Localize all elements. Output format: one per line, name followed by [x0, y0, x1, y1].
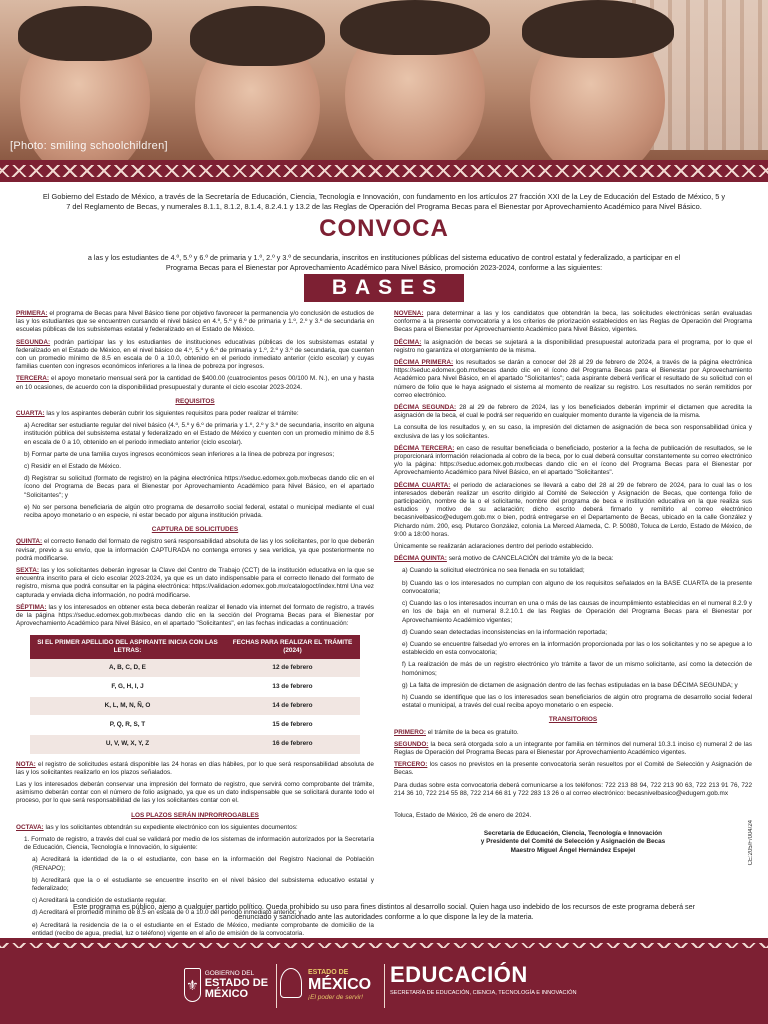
nota: NOTA: el registro de solicitudes estará disponible las 24 horas en días hábiles, por lo que será responsabilidad absoluta de las y los solicitantes realizarlo en los plazos señalados. [16, 760, 374, 776]
list-item: b) Formar parte de una familia cuyos ingresos económicos sean inferiores a la línea de pobreza por ingresos; [24, 450, 335, 458]
list-item: g) La falta de impresión de dictamen de asignación dentro de las fechas estipuladas en la base DÉCIMA SEGUNDA; y [402, 681, 738, 689]
list-item: c) Cuando las o los interesados incurran en una o más de las causas de incumplimiento establecidas en el numeral 8.2.9 y en los de baja en el numeral 8.2.10.1 de las Reglas de Operación del Programa Becas para el Bienestar por Aprovechamiento Académico vigentes; [402, 600, 752, 624]
transitorio-segundo: SEGUNDO: la beca será otorgada solo a un integrante por familia en términos del numeral 10.3.1 inciso c) numeral 2 de las Reglas de Operación del Programa Becas para el Bienestar por Aprovechamiento Académico vigentes. [394, 740, 752, 756]
crest-icon [280, 968, 302, 998]
base-decima-segunda: DÉCIMA SEGUNDA: 28 al 29 de febrero de 2024, las y los beneficiados deberán imprimir el dictamen que acredita la asignación de la beca, el cual le podrá ser requerido en cualquier momento durante la vigencia de la misma. [394, 404, 752, 420]
signature-line: y Presidente del Comité de Selección y Asignación de Becas [480, 838, 666, 846]
table-row: F, G, H, I, J 13 de febrero [30, 677, 360, 696]
educacion-subtitle: SECRETARÍA DE EDUCACIÓN, CIENCIA, TECNOLOGÍA E INNOVACIÓN [390, 990, 577, 996]
list-item: e) No ser persona beneficiaria de algún otro programa de desarrollo social federal, estatal o municipal mediante el cual reciba apoyo monetario o en especie, ni estar becado por alguna institución privada. [24, 503, 374, 520]
edomex-line1: ESTADO DE [308, 969, 349, 976]
list-item: a) Acreditará la identidad de la o el estudiante, con base en la información del Registro Nacional de Población (RENAPO); [32, 856, 374, 872]
intro-secondary-paragraph: a las y los estudiantes de 4.º, 5.º y 6.º de primaria y 1.º, 2.º y 3.º de secundaria, inscritos en instituciones públicas del sistema educativo de control estatal y federalizado, a participar en el Programa Becas para el Bienestar por Aprovechamiento Académico para Nivel Básico, promoción 2023-2024, conforme a las siguientes: [87, 253, 681, 272]
document-code: CE:205/F/004/24 [748, 820, 754, 866]
base-tercera: TERCERA: el apoyo monetario mensual será por la cantidad de $400.00 (cuatrocientos pesos 00/100 M. N.), en una y hasta en 10 ocasiones, de acuerdo con la disponibilidad presupuestal y durante el ciclo escolar 2023-2024. [16, 375, 374, 391]
edomex-slogan: ¡El poder de servir! [308, 994, 363, 1001]
base-septima: SÉPTIMA: las y los interesados en obtener esta beca deberán realizar el llenado vía internet del formato de registro, a través de la página https://seduc.edomex.gob.mx/becas dando clic en la sección del Programa Becas para el Bienestar por Aprovechamiento Académico para Nivel Básico, en el apartado "Solicitantes", en las fechas indicadas a continuación: [16, 603, 374, 628]
list-item: b) Cuando las o los interesados no cumplan con alguno de los requisitos señalados en la BASE CUARTA de la presente convocatoria; [402, 579, 752, 595]
table-row: P, Q, R, S, T 15 de febrero [30, 716, 360, 735]
cuarta-list [16, 422, 374, 520]
gobierno-logo [184, 960, 272, 1010]
base-octava: OCTAVA: las y los solicitantes obtendrán su expediente electrónico con los siguientes documentos: [16, 823, 298, 831]
shield-icon: ⚜ [184, 968, 201, 1002]
list-item: c) Acreditará la condición de estudiante regular. [32, 897, 167, 905]
base-segunda: SEGUNDA: podrán participar las y los estudiantes de instituciones educativas públicas de los subsistemas estatal y federalizado en el Estado de México, en el nivel básico de 4.º, 5.º y 6.º de primaria y 1.º, 2.º y 3.º de secundaria, que cuenten con un promedio mínimo de 8.5 en escala de 0 a 10.0, obtenido en el periodo inmediato anterior (ciclo escolar) y cuyas familias cuenten con ingresos económicos inferiores a la línea de pobreza por ingresos. [16, 338, 374, 371]
place-date: Toluca, Estado de México, 26 de enero de 2024. [394, 811, 532, 819]
decorative-band-top [0, 160, 768, 182]
decima-cuarta-note: Únicamente se realizarán aclaraciones dentro del periodo establecido. [394, 543, 594, 551]
child-hair-3 [340, 0, 490, 55]
table-row: K, L, M, N, Ñ, O 14 de febrero [30, 696, 360, 715]
list-item: c) Residir en el Estado de México. [24, 463, 121, 471]
child-hair-4 [522, 0, 674, 58]
table-row: A, B, C, D, E 12 de febrero [30, 659, 360, 678]
list-item: 1. Formato de registro, a través del cual se validará por medio de los sistemas de información autorizados por la Secretaría de Educación, Ciencia, Tecnología e Innovación, lo siguiente: [24, 835, 374, 852]
edomex-logo [280, 960, 380, 1012]
footer-logos [0, 948, 768, 1024]
base-decima-quinta: DÉCIMA QUINTA: será motivo de CANCELACIÓN del trámite y/o de la beca: [394, 555, 614, 563]
list-item: a) Acreditar ser estudiante regular del nivel básico (4.º, 5.º y 6.º de primaria y 1.º, 2.º y 3.º de secundaria, inscrito en alguna institución pública del subsistema estatal y federalizado en el Estado de México y cuenten con un promedio mínimo de 8.5 en escala de 0 a 10, obtenido en el periodo inmediato anterior (ciclo escolar). [24, 422, 374, 446]
decima-segunda-note: La consulta de los resultados y, en su caso, la impresión del dictamen de asignación de beca son responsabilidad única y exclusiva de las y los solicitantes. [394, 424, 752, 440]
decima-quinta-list [394, 567, 752, 710]
intro-paragraph: El Gobierno del Estado de México, a través de la Secretaría de Educación, Ciencia, Tecnología e Innovación, con fundamento en los artículos 27 fracción XXI de la Ley de Educación del Estado de México, 5 y 7 del Reglamento de Becas, y numerales 8.1.1, 8.1.2, 8.1.4, 8.2.4.1 y 13.2 de las Reglas de Operación del Programa Becas para el Bienestar por Aprovechamiento Académico para Nivel Básico. [42, 192, 726, 211]
footer-divider [276, 964, 277, 1008]
signature-line: Maestro Miguel Ángel Hernández Espejel [510, 846, 636, 854]
list-item: d) Acreditará el promedio mínimo de 8.5 en escala de 0 a 10.0 del periodo inmediato anterior; y [32, 909, 302, 917]
list-item: e) Acreditará la residencia de la o el estudiante en el Estado de México, mediante comprobante de domicilio de la entidad (recibo de agua, predial, luz o teléfono) vigente en el año de emisión de la convocatoria. [32, 921, 374, 937]
list-item: d) Cuando sean detectadas inconsistencias en la información reportada; [402, 628, 607, 636]
gob-big-label: ESTADO DE MÉXICO [204, 977, 269, 1000]
signature-block [394, 830, 752, 855]
contact-info: Para dudas sobre esta convocatoria deberá comunicarse a los teléfonos: 722 213 88 94, 722 213 90 63, 722 213 91 76, 722 214 36 10, 722 214 55 88, 722 214 66 81 y 722 283 13 26 o al correo electrónico: becasnivelbasico@edugem.gob.mx [394, 781, 752, 797]
list-item: b) Acreditará que la o el estudiante se encuentre inscrito en el nivel básico del subsistema educativo estatal y federalizado; [32, 876, 374, 892]
base-novena: NOVENA: para determinar a las y los candidatos que obtendrán la beca, las solicitudes electrónicas serán evaluadas conforme a la presente convocatoria y a los criterios de priorización establecidos en las Reglas de Operación del Programa Becas para el Bienestar por Aprovechamiento Académico para Nivel Básico, vigentes. [394, 310, 753, 334]
base-decima: DÉCIMA: la asignación de becas se sujetará a la disponibilidad presupuestal autorizada para el programa, por lo que el registro no garantiza el otorgamiento de la misma. [394, 338, 752, 354]
nota-secondary: Las y los interesados deberán conservar una impresión del formato de registro, que servirá como comprobante del trámite, asimismo deberán contar con el número de folio asignado, ya que es un dato indispensable que se solicitará durante todo el proceso, por lo que será responsabilidad de las y los solicitantes contar con el. [16, 780, 374, 805]
base-decima-cuarta: DÉCIMA CUARTA: el periodo de aclaraciones se llevará a cabo del 28 al 29 de febrero de 2024, para lo cual las o los interesados deberán realizar un escrito dirigido al Comité de Selección y Asignación de Becas, que contenga folio de participación, nombre de la o el solicitante, nombre del programa de beca e institución educativa en la que realiza sus estudios y motivo de su aclaración; dicho escrito deberá firmarlo y remitirlo al correo electrónico becasnivelbasico@edugem.gob.mx o bien, podrá entregarse en el Departamento de Becas, ubicado en la calle González y Pichardo núm. 200, esq. Plutarco González, colonia La Merced Alameda, C. P. 50080, Toluca de Lerdo, Estado de México, de 9:00 a 18:00 horas. [394, 481, 752, 538]
requisitos-heading: REQUISITOS [175, 397, 215, 405]
right-column [394, 310, 752, 855]
child-hair-1 [18, 6, 152, 61]
left-column [16, 310, 374, 962]
child-hair-2 [190, 6, 325, 66]
list-item: e) Cuando se encuentre falsedad y/o errores en la información proporcionada por las o los solicitantes y no se apegue a lo establecido en esta convocatoria; [402, 640, 752, 657]
list-item: f) La realización de más de un registro electrónico y/o trámite a favor de un mismo solicitante, así como la detección de homónimos; [402, 661, 752, 677]
table-row: U, V, W, X, Y, Z 16 de febrero [30, 735, 360, 754]
photo-placeholder-label: [Photo: smiling schoolchildren] [10, 140, 168, 152]
bases-title: BASES [304, 274, 464, 302]
list-item: a) Cuando la solicitud electrónica no sea llenada en su totalidad; [402, 567, 585, 575]
transitorio-tercero: TERCERO: los casos no previstos en la presente convocatoria serán resueltos por el Comité de Selección y Asignación de Becas. [394, 761, 752, 777]
educacion-logo [390, 962, 670, 996]
base-decima-tercera: DÉCIMA TERCERA: en caso de resultar beneficiada o beneficiado, posterior a la fecha de publicación de resultados, se le proporcionará información relacionada al cobro de la beca, por lo cual deberá consultar constantemente su correo electrónico y/o la página: https://seduc.edomex.gob.mx/becas dando clic en el ícono del Programa Becas para el Bienestar por Aprovechamiento Académico para Nivel Básico, en el apartado "Solicitantes". [394, 444, 753, 477]
plazos-heading: LOS PLAZOS SERÁN INPRORROGABLES [131, 811, 259, 819]
gob-small-label: GOBIERNO DEL [204, 970, 255, 977]
edomex-line2: MÉXICO [308, 976, 372, 993]
registration-dates-table [30, 635, 360, 755]
captura-heading: CAPTURA DE SOLICITUDES [151, 526, 239, 534]
base-decima-primera: DÉCIMA PRIMERA: los resultados se darán a conocer del 28 al 29 de febrero de 2024, a través de la página electrónica https://seduc.edomex.gob.mx/becas dando clic en el ícono del Programa Becas para el Bienestar por Aprovechamiento Académico para Nivel Básico, en el apartado "Solicitantes"; cada aspirante deberá verificar el resultado de su solicitud con el número de folio que le haya asignado el sistema al momento de realizar su registro. Los resultados no serán remitidos por correo electrónico. [394, 359, 752, 399]
base-quinta: QUINTA: el correcto llenado del formato de registro será responsabilidad absoluta de las y los solicitantes, por lo que deberán revisar, previo a su envío, que la información CAPTURADA no contenga errores y sea verídica, ya que posteriormente no podrá modificarse. [16, 538, 374, 562]
convoca-title: CONVOCA [319, 215, 449, 242]
table-header-letters: SI EL PRIMER APELLIDO DEL ASPIRANTE INICIA CON LAS LETRAS: [30, 635, 225, 659]
educacion-title: EDUCACIÓN [390, 962, 528, 987]
signature-line: Secretaría de Educación, Ciencia, Tecnología e Innovación [483, 830, 663, 838]
footer-legal-note: Este programa es público, ajeno a cualquier partido político. Queda prohibido su uso para fines distintos al desarrollo social. Quien haga uso indebido de los recursos de este programa deberá ser denunciado y sancionado ante las autoridades conforme a lo que dispone la ley de la materia. [72, 902, 696, 921]
base-sexta: SEXTA: las y los solicitantes deberán ingresar la Clave del Centro de Trabajo (CCT) de la institución educativa en la que se encuentra inscrito para el ciclo escolar 2023-2024, ya que es un dato indispensable para el correcto llenado del formato de registro, misma que podrá consultar en la página electrónica: https://validacion.edomex.gob.mx/catalogoct/index.html Una vez capturada y enviada dicha información, no podrá modificarse. [16, 567, 374, 599]
base-primera: PRIMERA: el programa de Becas para Nivel Básico tiene por objetivo favorecer la permanencia y/o conclusión de estudios de las y los estudiantes que se encuentren cursando el nivel básico en 4.º, 5.º y 6.º de primaria y 1.º, 2.º y 3.º de secundaria en escuelas públicas de los subsistemas estatal y federalizado en el Estado de México. [16, 310, 374, 334]
footer-divider [384, 964, 385, 1008]
transitorios-heading: TRANSITORIOS [548, 716, 598, 724]
list-item: d) Registrar su solicitud (formato de registro) en la página electrónica https://seduc.edomex.gob.mx/becas dando clic en el ícono del Programa de Becas para el Bienestar por Aprovechamiento Académico para Nivel Básico, en el apartado "Solicitantes"; y [24, 475, 374, 499]
header-photo [0, 0, 768, 160]
transitorio-primero: PRIMERO: el trámite de la beca es gratuito. [394, 728, 519, 736]
base-cuarta: CUARTA: las y los aspirantes deberán cubrir los siguientes requisitos para poder realizar el trámite: [16, 410, 299, 418]
list-item: h) Cuando se identifique que las o los interesados sean beneficiarios de algún otro programa de desarrollo social federal estatal o municipal, a través del cual reciba apoyo monetario o en especie. [402, 693, 752, 710]
table-header-dates: FECHAS PARA REALIZAR EL TRÁMITE (2024) [225, 635, 360, 659]
